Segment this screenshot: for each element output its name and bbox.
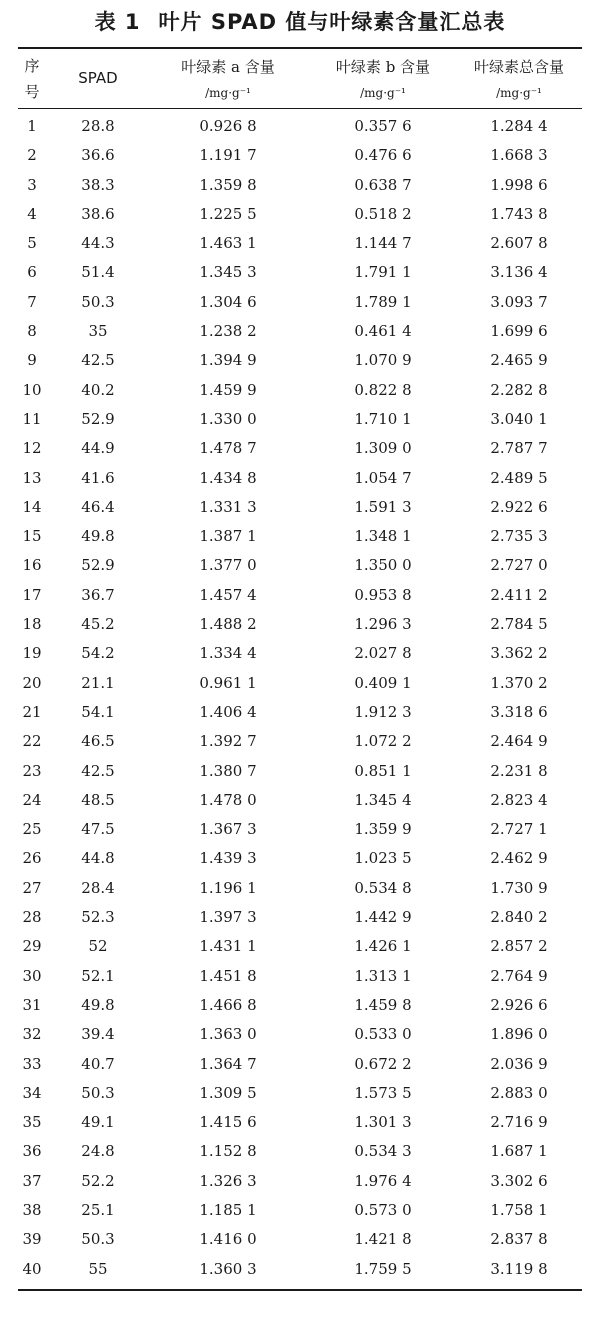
- cell-spad: 46.5: [81, 732, 115, 751]
- cell-chl-b: 1.350 0: [354, 556, 412, 575]
- table-row: [18, 932, 582, 961]
- table-row: [18, 522, 582, 551]
- cell-chl-a: 1.459 9: [199, 380, 257, 399]
- cell-spad: 40.7: [81, 1054, 115, 1073]
- cell-chl-b: 1.759 5: [354, 1259, 412, 1278]
- cell-chl-total: 1.370 2: [490, 673, 548, 692]
- cell-chl-total: 2.464 9: [490, 732, 548, 751]
- cell-index: 16: [22, 556, 42, 575]
- cell-index: 13: [22, 468, 42, 487]
- cell-chl-total: 2.282 8: [490, 380, 548, 399]
- cell-spad: 51.4: [81, 263, 115, 282]
- cell-spad: 48.5: [81, 790, 115, 809]
- cell-chl-total: 2.840 2: [490, 908, 548, 927]
- cell-spad: 54.2: [81, 644, 115, 663]
- cell-chl-b: 0.851 1: [354, 761, 412, 780]
- table-row: [18, 610, 582, 639]
- cell-index: 17: [22, 585, 42, 604]
- cell-index: 11: [22, 409, 42, 428]
- cell-index: 40: [22, 1259, 42, 1278]
- table-row: [18, 1196, 582, 1225]
- table-row: [18, 229, 582, 258]
- table-row: [18, 874, 582, 903]
- cell-chl-a: 1.406 4: [199, 702, 257, 721]
- cell-index: 8: [27, 322, 37, 341]
- cell-chl-total: 2.411 2: [490, 585, 548, 604]
- cell-chl-b: 0.638 7: [354, 175, 412, 194]
- table-row: [18, 288, 582, 317]
- cell-chl-total: 3.093 7: [490, 292, 548, 311]
- cell-chl-a: 1.363 0: [199, 1025, 257, 1044]
- cell-chl-b: 0.533 0: [354, 1025, 412, 1044]
- cell-spad: 21.1: [81, 673, 115, 692]
- cell-spad: 38.6: [81, 204, 115, 223]
- cell-chl-a: 1.225 5: [199, 204, 257, 223]
- cell-chl-a: 1.431 1: [199, 937, 257, 956]
- cell-chl-total: 3.318 6: [490, 702, 548, 721]
- cell-spad: 54.1: [81, 702, 115, 721]
- table-row: [18, 669, 582, 698]
- header-chl-b: [310, 55, 456, 103]
- cell-chl-total: 2.784 5: [490, 615, 548, 634]
- cell-chl-a: 1.439 3: [199, 849, 257, 868]
- cell-chl-b: 1.591 3: [354, 497, 412, 516]
- cell-spad: 44.3: [81, 234, 115, 253]
- cell-spad: 55: [88, 1259, 108, 1278]
- cell-spad: 44.9: [81, 439, 115, 458]
- cell-chl-a: 1.397 3: [199, 908, 257, 927]
- header-chl-total-label: 叶绿素总含量: [473, 58, 564, 76]
- cell-spad: 36.6: [81, 146, 115, 165]
- header-rule: [18, 108, 582, 109]
- cell-chl-b: 1.313 1: [354, 966, 412, 985]
- cell-chl-a: 1.334 4: [199, 644, 257, 663]
- cell-chl-total: 2.837 8: [490, 1230, 548, 1249]
- cell-chl-b: 0.357 6: [354, 117, 412, 135]
- table-row: [18, 639, 582, 668]
- cell-index: 20: [22, 673, 42, 692]
- table-row: [18, 1255, 582, 1284]
- cell-chl-b: 0.409 1: [354, 673, 412, 692]
- table-row: [18, 1108, 582, 1137]
- cell-index: 36: [22, 1142, 42, 1161]
- cell-chl-total: 2.764 9: [490, 966, 548, 985]
- cell-chl-total: 3.302 6: [490, 1171, 548, 1190]
- cell-index: 23: [22, 761, 42, 780]
- cell-index: 34: [22, 1083, 42, 1102]
- cell-chl-total: 2.716 9: [490, 1113, 548, 1132]
- header-chl-b-unit: /mg·g⁻¹: [360, 86, 406, 100]
- cell-chl-b: 1.301 3: [354, 1113, 412, 1132]
- cell-index: 38: [22, 1200, 42, 1219]
- cell-chl-total: 3.136 4: [490, 263, 548, 282]
- cell-chl-b: 0.573 0: [354, 1200, 412, 1219]
- table-row: [18, 1050, 582, 1079]
- cell-chl-b: 1.791 1: [354, 263, 412, 282]
- cell-chl-b: 1.573 5: [354, 1083, 412, 1102]
- cell-chl-a: 0.961 1: [199, 673, 257, 692]
- cell-spad: 50.3: [81, 1083, 115, 1102]
- cell-chl-total: 1.998 6: [490, 175, 548, 194]
- cell-chl-total: 1.699 6: [490, 322, 548, 341]
- cell-spad: 28.8: [81, 117, 115, 135]
- cell-chl-total: 3.040 1: [490, 409, 548, 428]
- cell-index: 25: [22, 820, 42, 839]
- cell-chl-a: 1.466 8: [199, 995, 257, 1014]
- cell-chl-total: 1.758 1: [490, 1200, 548, 1219]
- cell-chl-total: 2.231 8: [490, 761, 548, 780]
- cell-spad: 38.3: [81, 175, 115, 194]
- cell-chl-a: 1.238 2: [199, 322, 257, 341]
- cell-chl-b: 1.348 1: [354, 527, 412, 546]
- cell-chl-a: 1.434 8: [199, 468, 257, 487]
- table-row: [18, 200, 582, 229]
- cell-chl-a: 0.926 8: [199, 117, 257, 135]
- cell-chl-b: 1.359 9: [354, 820, 412, 839]
- header-index: [18, 53, 46, 105]
- cell-chl-b: 1.144 7: [354, 234, 412, 253]
- cell-index: 27: [22, 878, 42, 897]
- cell-index: 7: [27, 292, 37, 311]
- table-row: [18, 317, 582, 346]
- cell-index: 9: [27, 351, 37, 370]
- cell-spad: 52.3: [81, 908, 115, 927]
- cell-chl-b: 1.421 8: [354, 1230, 412, 1249]
- cell-spad: 52.2: [81, 1171, 115, 1190]
- cell-chl-total: 2.036 9: [490, 1054, 548, 1073]
- header-chl-b-label: 叶绿素 b 含量: [335, 58, 431, 76]
- table-row: [18, 258, 582, 287]
- header-spad: SPAD: [78, 69, 118, 87]
- cell-chl-total: 3.119 8: [490, 1259, 548, 1278]
- cell-chl-a: 1.359 8: [199, 175, 257, 194]
- cell-spad: 47.5: [81, 820, 115, 839]
- cell-spad: 36.7: [81, 585, 115, 604]
- cell-chl-a: 1.416 0: [199, 1230, 257, 1249]
- table-row: [18, 493, 582, 522]
- table-row: [18, 903, 582, 932]
- cell-chl-b: 1.442 9: [354, 908, 412, 927]
- cell-index: 37: [22, 1171, 42, 1190]
- header-chl-a-label: 叶绿素 a 含量: [181, 58, 275, 76]
- table-row: [18, 815, 582, 844]
- cell-chl-b: 1.345 4: [354, 790, 412, 809]
- cell-chl-total: 2.883 0: [490, 1083, 548, 1102]
- cell-chl-total: 2.465 9: [490, 351, 548, 370]
- cell-spad: 28.4: [81, 878, 115, 897]
- cell-chl-b: 0.476 6: [354, 146, 412, 165]
- table-row: [18, 786, 582, 815]
- table-row: [18, 112, 582, 141]
- table-row: [18, 464, 582, 493]
- cell-index: 15: [22, 527, 42, 546]
- cell-spad: 49.8: [81, 995, 115, 1014]
- cell-chl-a: 1.415 6: [199, 1113, 257, 1132]
- cell-chl-b: 1.710 1: [354, 409, 412, 428]
- table-body: [18, 112, 582, 1284]
- cell-spad: 42.5: [81, 761, 115, 780]
- cell-chl-b: 0.822 8: [354, 380, 412, 399]
- cell-chl-b: 0.534 8: [354, 878, 412, 897]
- table-row: [18, 1167, 582, 1196]
- cell-index: 2: [27, 146, 37, 165]
- cell-spad: 52.1: [81, 966, 115, 985]
- cell-chl-a: 1.394 9: [199, 351, 257, 370]
- cell-chl-total: 1.896 0: [490, 1025, 548, 1044]
- header-chl-total: [456, 55, 582, 103]
- table-row: [18, 757, 582, 786]
- cell-chl-total: 2.922 6: [490, 497, 548, 516]
- cell-chl-total: 2.787 7: [490, 439, 548, 458]
- table-row: [18, 1079, 582, 1108]
- cell-chl-b: 0.672 2: [354, 1054, 412, 1073]
- cell-index: 1: [27, 117, 37, 135]
- table-row: [18, 962, 582, 991]
- table-row: [18, 171, 582, 200]
- cell-spad: 25.1: [81, 1200, 115, 1219]
- cell-index: 28: [22, 908, 42, 927]
- cell-spad: 50.3: [81, 292, 115, 311]
- cell-chl-b: 1.976 4: [354, 1171, 412, 1190]
- table-title: [0, 6, 600, 36]
- table-row: [18, 1137, 582, 1166]
- cell-chl-total: 3.362 2: [490, 644, 548, 663]
- cell-chl-total: 2.462 9: [490, 849, 548, 868]
- cell-chl-a: 1.367 3: [199, 820, 257, 839]
- cell-index: 14: [22, 497, 42, 516]
- cell-spad: 24.8: [81, 1142, 115, 1161]
- table-row: [18, 551, 582, 580]
- cell-index: 3: [27, 175, 37, 194]
- cell-chl-b: 1.912 3: [354, 702, 412, 721]
- cell-chl-b: 1.296 3: [354, 615, 412, 634]
- cell-spad: 35: [88, 322, 108, 341]
- cell-chl-a: 1.304 6: [199, 292, 257, 311]
- cell-chl-b: 1.070 9: [354, 351, 412, 370]
- table-row: [18, 141, 582, 170]
- table-header: [18, 49, 582, 108]
- cell-spad: 39.4: [81, 1025, 115, 1044]
- cell-chl-a: 1.196 1: [199, 878, 257, 897]
- cell-chl-a: 1.185 1: [199, 1200, 257, 1219]
- cell-spad: 42.5: [81, 351, 115, 370]
- cell-chl-a: 1.152 8: [199, 1142, 257, 1161]
- cell-chl-a: 1.331 3: [199, 497, 257, 516]
- cell-chl-total: 1.730 9: [490, 878, 548, 897]
- header-index-line2: 号: [24, 83, 40, 101]
- cell-spad: 46.4: [81, 497, 115, 516]
- cell-spad: 41.6: [81, 468, 115, 487]
- cell-chl-b: 1.309 0: [354, 439, 412, 458]
- cell-spad: 52.9: [81, 409, 115, 428]
- header-index-line1: 序: [24, 57, 40, 75]
- table-row: [18, 434, 582, 463]
- cell-spad: 40.2: [81, 380, 115, 399]
- cell-index: 10: [22, 380, 42, 399]
- cell-chl-a: 1.478 7: [199, 439, 257, 458]
- cell-chl-b: 0.534 3: [354, 1142, 412, 1161]
- cell-index: 22: [22, 732, 42, 751]
- cell-chl-total: 1.687 1: [490, 1142, 548, 1161]
- cell-index: 26: [22, 849, 42, 868]
- cell-chl-total: 1.668 3: [490, 146, 548, 165]
- table-row: [18, 844, 582, 873]
- cell-chl-b: 1.459 8: [354, 995, 412, 1014]
- cell-index: 35: [22, 1113, 42, 1132]
- cell-chl-a: 1.360 3: [199, 1259, 257, 1278]
- cell-chl-a: 1.330 0: [199, 409, 257, 428]
- table-caption: 叶片 SPAD 值与叶绿素含量汇总表: [158, 10, 506, 34]
- cell-index: 5: [27, 234, 37, 253]
- cell-chl-b: 1.023 5: [354, 849, 412, 868]
- table-row: [18, 1020, 582, 1049]
- cell-index: 24: [22, 790, 42, 809]
- cell-index: 18: [22, 615, 42, 634]
- cell-index: 29: [22, 937, 42, 956]
- cell-chl-b: 1.072 2: [354, 732, 412, 751]
- cell-index: 32: [22, 1025, 42, 1044]
- header-chl-a-unit: /mg·g⁻¹: [205, 86, 251, 100]
- table-row: [18, 405, 582, 434]
- cell-chl-total: 2.607 8: [490, 234, 548, 253]
- cell-chl-total: 2.727 0: [490, 556, 548, 575]
- cell-chl-total: 1.743 8: [490, 204, 548, 223]
- table-row: [18, 376, 582, 405]
- table-row: [18, 581, 582, 610]
- cell-spad: 49.8: [81, 527, 115, 546]
- bottom-rule: [18, 1289, 582, 1291]
- cell-index: 4: [27, 204, 37, 223]
- cell-index: 12: [22, 439, 42, 458]
- cell-index: 33: [22, 1054, 42, 1073]
- cell-chl-a: 1.387 1: [199, 527, 257, 546]
- cell-chl-a: 1.364 7: [199, 1054, 257, 1073]
- cell-chl-b: 0.953 8: [354, 585, 412, 604]
- cell-chl-a: 1.326 3: [199, 1171, 257, 1190]
- cell-index: 21: [22, 702, 42, 721]
- table-number: 表 1: [94, 10, 141, 34]
- cell-index: 39: [22, 1230, 42, 1249]
- cell-chl-a: 1.380 7: [199, 761, 257, 780]
- cell-spad: 52: [88, 937, 108, 956]
- cell-chl-a: 1.392 7: [199, 732, 257, 751]
- cell-chl-b: 2.027 8: [354, 644, 412, 663]
- cell-chl-b: 0.518 2: [354, 204, 412, 223]
- cell-chl-total: 2.489 5: [490, 468, 548, 487]
- cell-chl-a: 1.451 8: [199, 966, 257, 985]
- cell-chl-total: 2.857 2: [490, 937, 548, 956]
- cell-spad: 49.1: [81, 1113, 115, 1132]
- table-row: [18, 346, 582, 375]
- cell-spad: 52.9: [81, 556, 115, 575]
- cell-chl-a: 1.309 5: [199, 1083, 257, 1102]
- cell-chl-total: 2.727 1: [490, 820, 548, 839]
- table-row: [18, 1225, 582, 1254]
- cell-chl-a: 1.457 4: [199, 585, 257, 604]
- cell-chl-b: 0.461 4: [354, 322, 412, 341]
- cell-index: 6: [27, 263, 37, 282]
- table-row: [18, 991, 582, 1020]
- cell-chl-total: 1.284 4: [490, 117, 548, 135]
- cell-chl-a: 1.463 1: [199, 234, 257, 253]
- cell-chl-total: 2.926 6: [490, 995, 548, 1014]
- cell-chl-a: 1.478 0: [199, 790, 257, 809]
- cell-chl-b: 1.789 1: [354, 292, 412, 311]
- table-row: [18, 727, 582, 756]
- cell-index: 19: [22, 644, 42, 663]
- header-chl-total-unit: /mg·g⁻¹: [496, 86, 542, 100]
- cell-chl-b: 1.426 1: [354, 937, 412, 956]
- cell-chl-total: 2.823 4: [490, 790, 548, 809]
- table-row: [18, 698, 582, 727]
- cell-chl-b: 1.054 7: [354, 468, 412, 487]
- cell-chl-total: 2.735 3: [490, 527, 548, 546]
- cell-spad: 44.8: [81, 849, 115, 868]
- cell-index: 30: [22, 966, 42, 985]
- cell-chl-a: 1.488 2: [199, 615, 257, 634]
- cell-chl-a: 1.191 7: [199, 146, 257, 165]
- cell-chl-a: 1.377 0: [199, 556, 257, 575]
- header-chl-a: [150, 55, 306, 103]
- cell-spad: 50.3: [81, 1230, 115, 1249]
- cell-index: 31: [22, 995, 42, 1014]
- cell-chl-a: 1.345 3: [199, 263, 257, 282]
- cell-spad: 45.2: [81, 615, 115, 634]
